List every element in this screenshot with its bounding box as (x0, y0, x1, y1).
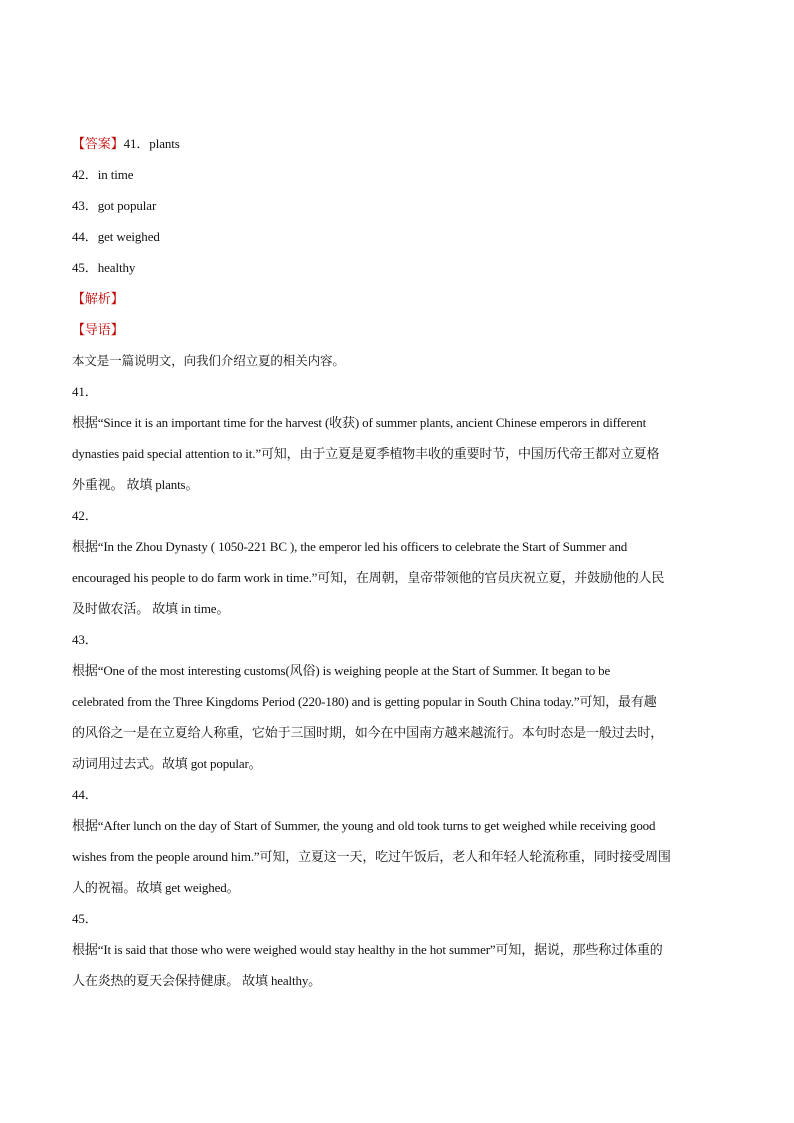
explanation-line: 根据“Since it is an important time for the harvest (收获) of summer plants, ancient Chinese emperors in different (72, 415, 647, 430)
answer-label: 【答案】 (72, 137, 124, 152)
explanation-42 (72, 531, 724, 624)
explanation-44 (72, 810, 724, 903)
analysis-heading (72, 283, 724, 314)
explanation-45 (72, 934, 724, 996)
analysis-label: 【解析】 (72, 292, 124, 307)
explanation-line: 外重视。 故填 plants。 (72, 477, 199, 492)
explanation-line: encouraged his people to do farm work in time.”可知，在周朝，皇帝带领他的官员庆祝立夏，并鼓励他的人民 (72, 570, 665, 585)
explanation-43 (72, 655, 724, 779)
guide-label: 【导语】 (72, 323, 124, 338)
answer-item: 44．get weighed (72, 229, 160, 244)
answer-item: 41．plants (123, 136, 180, 151)
explanation-41 (72, 407, 724, 500)
answer-item: 45．healthy (72, 260, 136, 275)
explanation-line: celebrated from the Three Kingdoms Period (220-180) and is getting popular in South China today.”可知，最有趣 (72, 694, 657, 709)
question-number: 42． (72, 508, 98, 523)
answer-item: 42．in time (72, 167, 134, 182)
explanation-line: 根据“One of the most interesting customs(风俗) is weighing people at the Start of Summer. It began to be (72, 663, 611, 678)
explanation-line: 根据“It is said that those who were weighed would stay healthy in the hot summer”可知，据说，那些称过体重的 (72, 942, 663, 957)
explanation-line: 及时做农活。 故填 in time。 (72, 601, 230, 616)
guide-heading (72, 314, 724, 345)
question-number: 44． (72, 787, 98, 802)
explanation-line: wishes from the people around him.”可知，立夏这一天，吃过午饭后，老人和年轻人轮流称重，同时接受周围 (72, 849, 671, 864)
explanation-line: 的风俗之一是在立夏给人称重，它始于三国时期，如今在中国南方越来越流行。本句时态是一般过去时， (72, 725, 664, 740)
explanation-line: 根据“After lunch on the day of Start of Summer, the young and old took turns to get weighed while receiving good (72, 818, 656, 833)
guide-text: 本文是一篇说明文，向我们介绍立夏的相关内容。 (72, 353, 345, 368)
explanation-line: 人在炎热的夏天会保持健康。 故填 healthy。 (72, 973, 322, 988)
question-number: 41． (72, 384, 98, 399)
document-page (72, 128, 724, 996)
explanation-line: 根据“In the Zhou Dynasty ( 1050-221 BC ), the emperor led his officers to celebrate the Start of Summer and (72, 539, 628, 554)
explanation-line: 动词用过去式。故填 got popular。 (72, 756, 262, 771)
answer-line-41 (72, 128, 724, 159)
question-number: 43． (72, 632, 98, 647)
explanation-line: dynasties paid special attention to it.”可知，由于立夏是夏季植物丰收的重要时节，中国历代帝王都对立夏格 (72, 446, 660, 461)
explanation-line: 人的祝福。故填 get weighed。 (72, 880, 240, 895)
answer-item: 43．got popular (72, 198, 157, 213)
question-number: 45． (72, 911, 98, 926)
